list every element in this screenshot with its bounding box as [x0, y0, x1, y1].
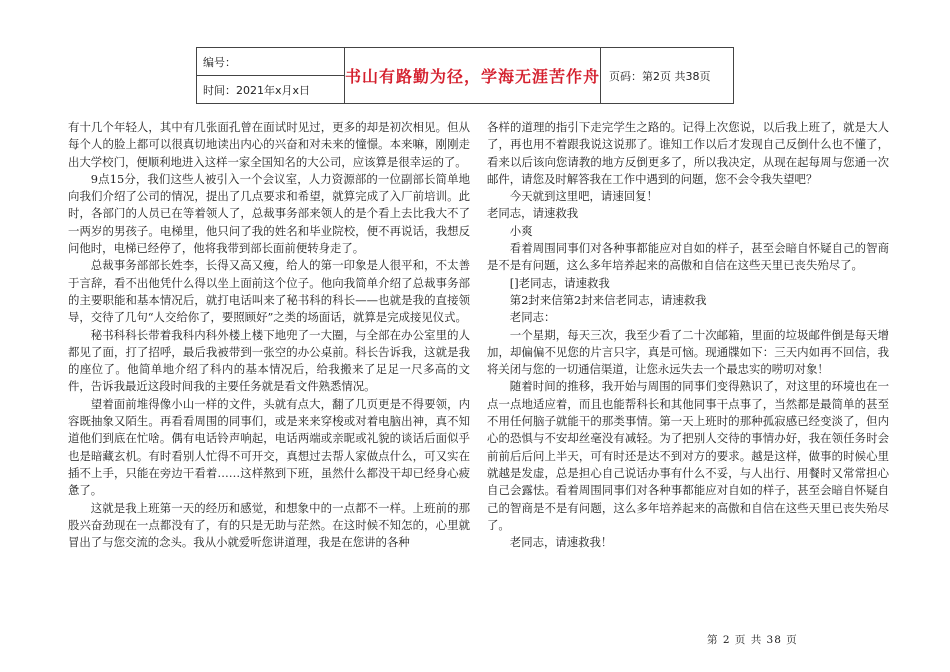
paragraph: 第2封来信第2封来信老同志，请速救我: [509, 292, 707, 307]
paragraph: 看着周围同事们对各种事都能应对自如的样子，甚至会暗自怀疑自己的智商是不是有问题，这么多年培养起来的高傲和自信在这些天里已丧失殆尽了。: [487, 241, 889, 273]
paragraph: 9点15分，我们这些人被引入一个会议室，人力资源部的一位副部长简单地向我们介绍了公司的情况，提出了几点要求和希望，就算完成了入厂前培训。此时，各部门的人员已在等着领人了，总裁事务部来领人的是个看上去比我大不了一两岁的男孩子。电梯里，他只问了我的姓名和毕业院校，便不再说话，我想反问他时，电梯已经停了，他将我带到部长面前便转身走了。: [68, 171, 470, 256]
left-text-column: [68, 119, 470, 551]
number-label: 编号：: [197, 48, 344, 76]
paragraph: []老同志，请速救我: [509, 275, 610, 290]
document-header: [196, 47, 734, 104]
page-footer: 第 2 页 共 38 页: [707, 634, 798, 646]
paragraph: 随着时间的推移，我开始与周围的同事们变得熟识了，对这里的环境也在一点一点地适应着，而且也能帮科长和其他同事干点事了，当然都是最简单的甚至不用任何脑子就能干的那类事情。第一天上班时的那种孤寂感已经变淡了，但内心的恐惧与不安却丝毫没有减轻。为了把别人交待的事情办好，我在领任务时会前前后后问上半天，可有时还是达不到对方的要求。越是这样，做事的时候心里就越是发虚，总是担心自己说话办事有什么不妥，与人出行、用餐时又常常担心自己会露怯。看着周围同事们对各种事都能应对自如的样子，甚至会暗自怀疑自己的智商是不是有问题，这么多年培养起来的高傲和自信在这些天里已丧失殆尽了。: [487, 379, 889, 532]
paragraph: 望着面前堆得像小山一样的文件，头就有点大，翻了几页更是不得要领，内容既抽象又陌生。再看看周围的同事们，或是来来穿梭或对着电脑出神，真不知道他们到底在忙啥。偶有电话铃声响起，电话两端或亲昵或礼貌的谈话后面似乎也是暗藏玄机。有时看别人忙得不可开交，真想过去帮人家做点什么，可又实在插不上手，只能在旁边干看着……这样熬到下班，虽然什么都没干却已经身心疲惫了。: [68, 396, 470, 498]
paragraph: 秘书科科长带着我科内科外楼上楼下地兜了一大圈，与全部在办公室里的人都见了面，打了招呼，最后我被带到一张空的办公桌前。科长告诉我，这就是我的座位了。他简单地介绍了科内的基本情况后，给我搬来了足足一尺多高的文件，告诉我最近这段时间我的主要任务就是看文件熟悉情况。: [68, 327, 470, 394]
paragraph: 一个星期，每天三次，我至少看了二十次邮箱，里面的垃圾邮件倒是每天增加，却偏偏不见您的片言只字，真是可恼。现通牒如下：三天内如再不回信，我将关闭与您的一切通信渠道，让您永远失去一个最忠实的唠叨对象！: [487, 327, 889, 377]
paragraph: 有十几个年轻人，其中有几张面孔曾在面试时见过，更多的却是初次相见。但从每个人的脸上都可以很真切地读出内心的兴奋和对未来的憧憬。本来嘛，刚刚走出大学校门，便顺利地进入这样一家全国知名的大公司，应该算是很幸运的了。: [68, 120, 470, 169]
paragraph: 各样的道理的指引下走完学生之路的。记得上次您说，以后我上班了，就是大人了，再也用不着跟我说这说那了。谁知工作以后才发现自己反倒什么也不懂了，看来以后该向您请教的地方反倒更多了，所以我决定，从现在起每周与您通一次邮件，请您及时解答我在工作中遇到的问题，您不会令我失望吧？: [487, 120, 889, 186]
paragraph: 老同志，请速救我！: [509, 535, 613, 550]
right-text-column: [487, 119, 889, 551]
paragraph: 老同志：: [509, 310, 556, 325]
paragraph: 小爽: [509, 223, 533, 238]
paragraph: 今天就到这里吧，请速回复！: [509, 189, 658, 204]
paragraph: 总裁事务部部长姓李，长得又高又瘦，给人的第一印象是人很平和，不太善于言辞，看不出他凭什么得以坐上面前这个位子。他向我简单介绍了总裁事务部的主要职能和基本情况后，就打电话叫来了秘书科的科长——也就是我的直接领导，交待了几句“人交给你了，要照顾好”之类的场面话，就算是完成接见仪式。: [68, 258, 470, 325]
paragraph: 这就是我上班第一天的经历和感觉，和想象中的一点都不一样。上班前的那股兴奋劲现在一点都没有了，有的只是无助与茫然。在这时候不知怎的，心里就冒出了与您交流的念头。我从小就爱听您讲道理，我是在您讲的各种: [68, 500, 470, 550]
paragraph: 老同志，请速救我: [487, 206, 579, 221]
header-meta: [197, 48, 345, 103]
header-page-label: 页码：第2页 共38页: [609, 69, 711, 83]
header-slogan: 书山有路勤为径，学海无涯苦作舟: [345, 48, 601, 103]
date-label: 时间：2021年x月x日: [203, 83, 311, 97]
